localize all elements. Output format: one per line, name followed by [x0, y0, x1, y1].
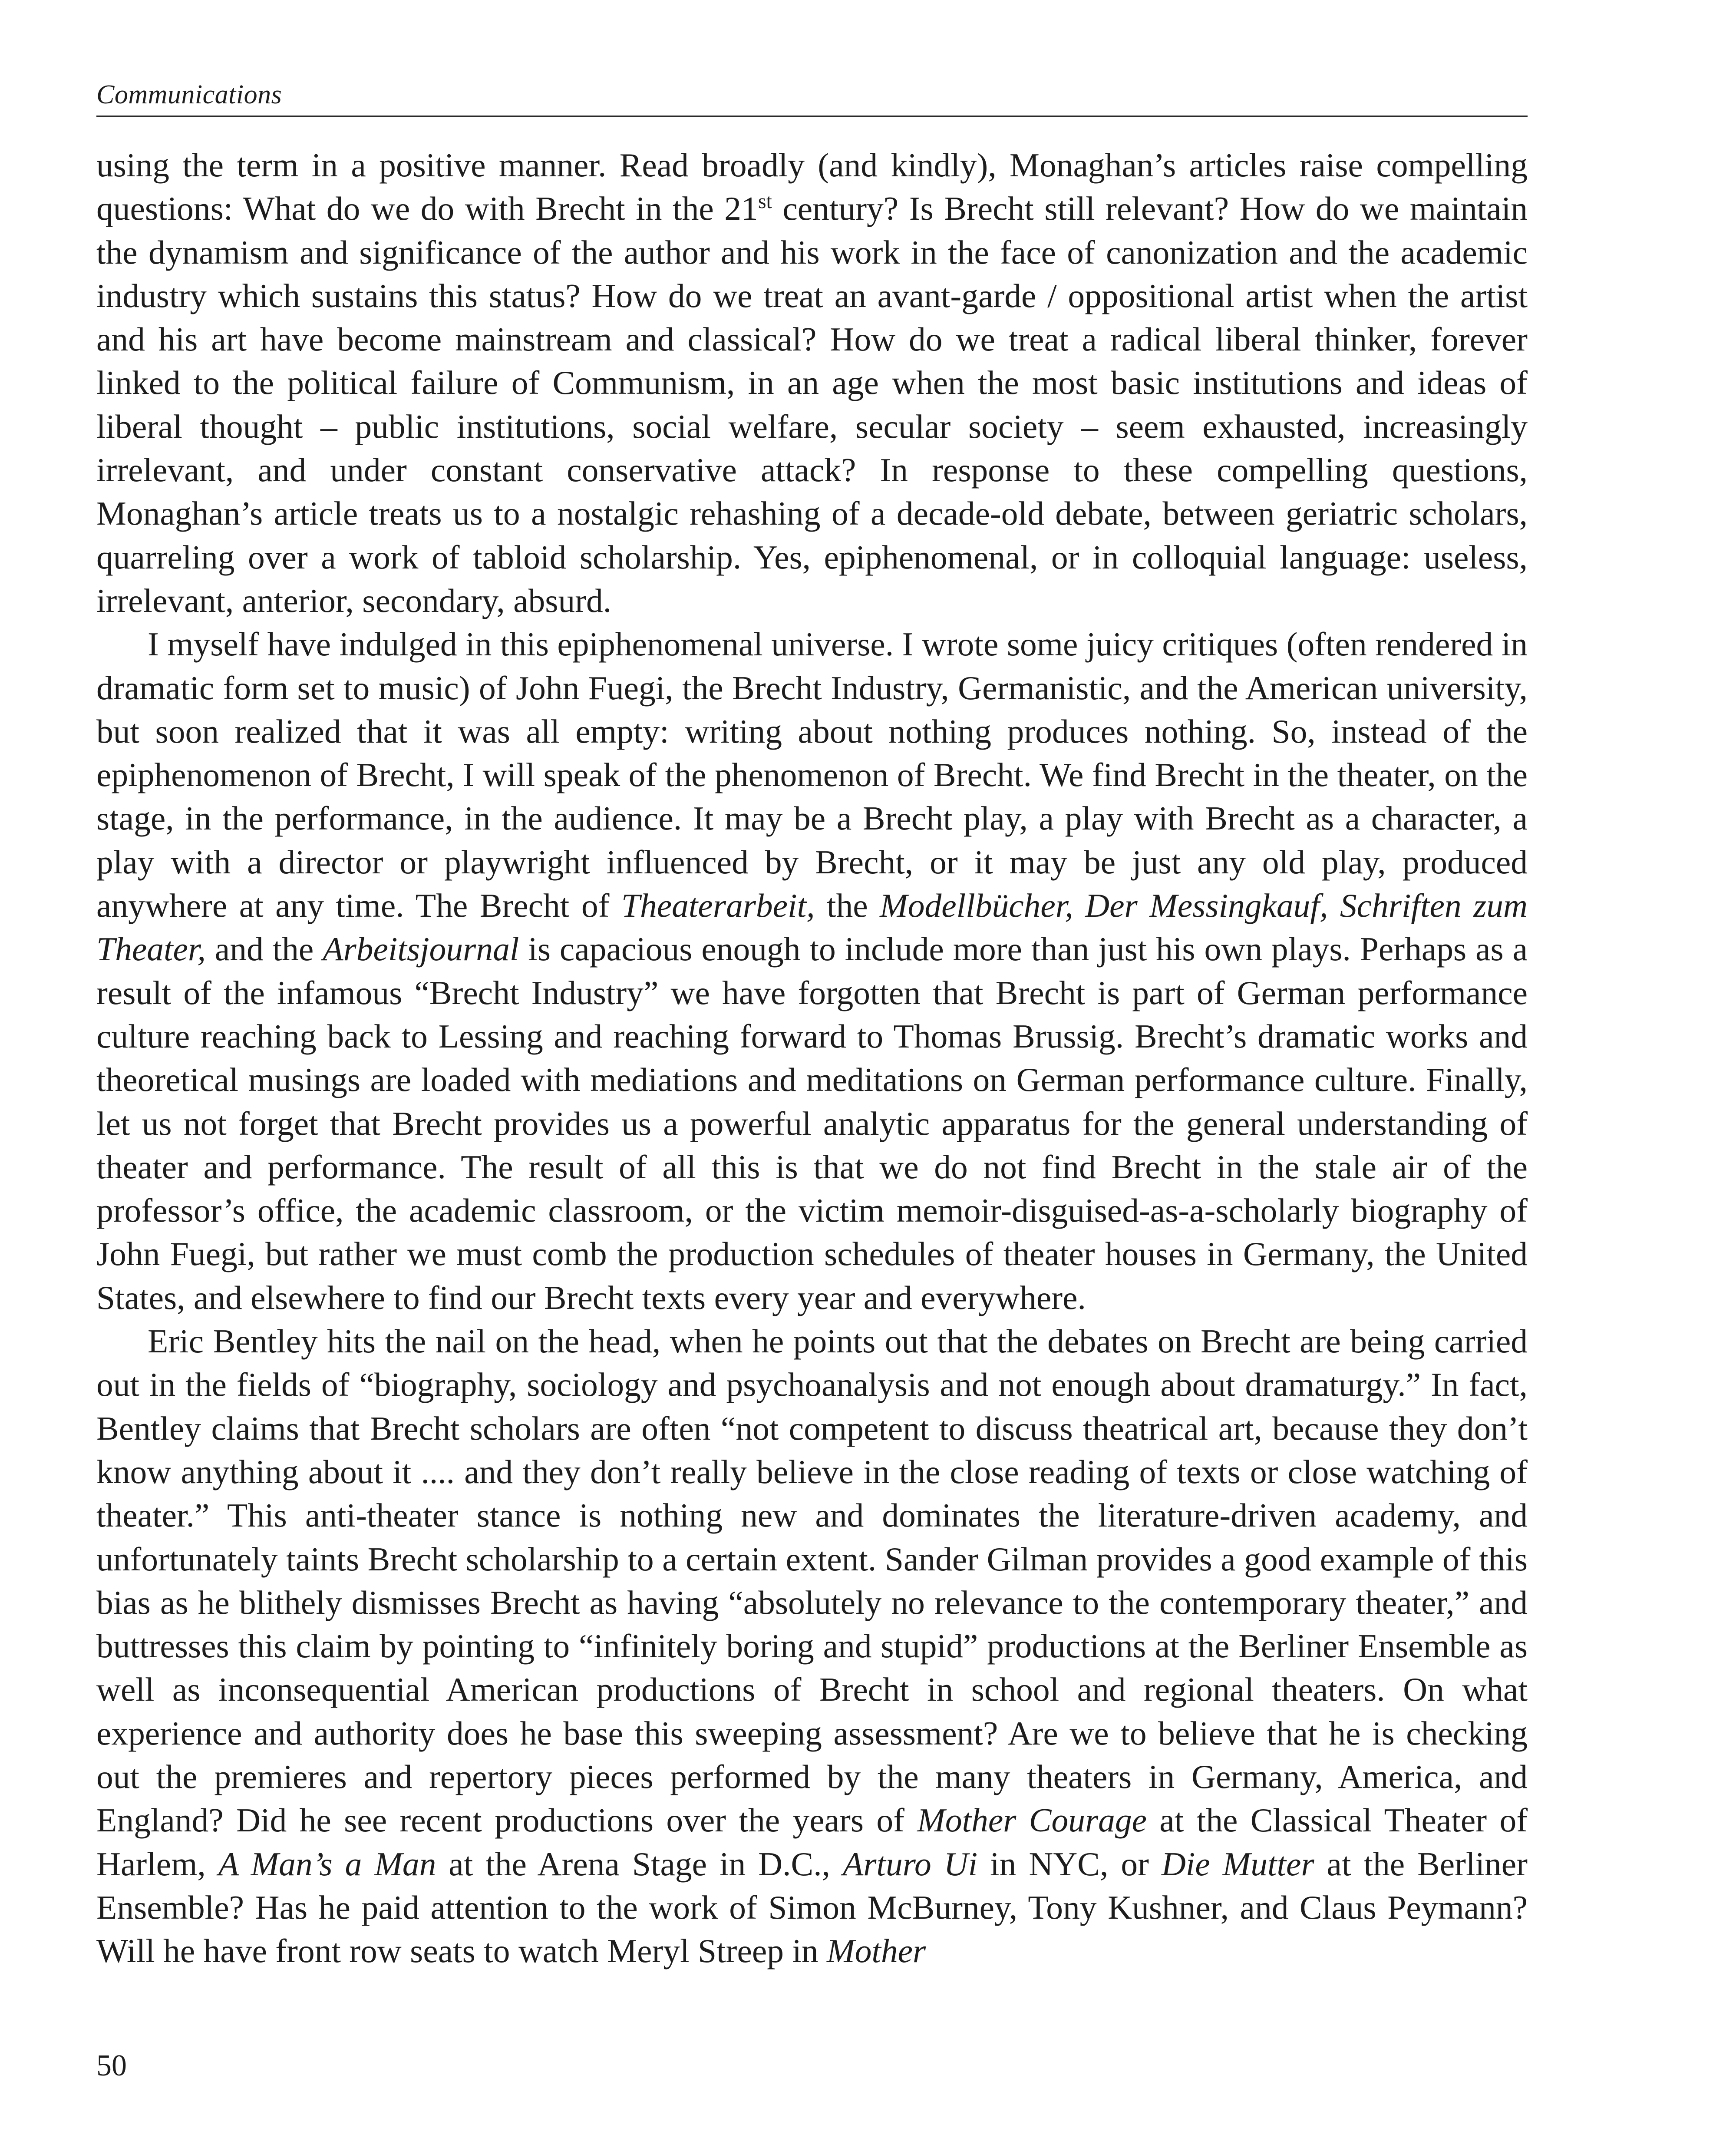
body-paragraph	[96, 143, 1528, 622]
italic-title: Mother Courage	[917, 1801, 1147, 1839]
italic-title: Arturo Ui	[842, 1845, 978, 1883]
body-paragraph	[96, 622, 1528, 1319]
text-run: Eric Bentley hits the nail on the head, when he points out that the debates on Brecht are being carried out in the fields of “biography, sociology and psychoanalysis and not enough about dramaturgy.” In fact, Bentley claims that Brecht scholars are often “not competent to discuss theatrical art, because they don’t know anything about it .... and they don’t really believe in the close reading of texts or close watching of theater.” This anti-theater stance is nothing new and dominates the literature-driven academy, and unfortunately taints Brecht scholarship to a certain extent. Sander Gilman provides a good example of this bias as he blithely dismisses Brecht as having “absolutely no relevance to the contemporary theater,” and buttresses this claim by pointing to “infinitely boring and stupid” productions at the Berliner Ensemble as well as inconsequential American productions of Brecht in school and regional theaters. On what experience and authority does he base this sweeping assessment? Are we to believe that he is checking out the premieres and repertory pieces performed by the many theaters in Germany, America, and England? Did he see recent productions over the years of	[96, 1322, 1528, 1839]
text-run: in NYC, or	[977, 1845, 1162, 1883]
text-run: is capacious enough to include more than just his own plays. Perhaps as a result of the infamous “Brecht Industry” we have forgotten that Brecht is part of German performance culture reaching back to Lessing and reaching forward to Thomas Brussig. Brecht’s dramatic works and theoretical musings are loaded with mediations and meditations on German performance culture. Finally, let us not forget that Brecht provides us a powerful analytic apparatus for the general understanding of theater and performance. The result of all this is that we do not find Brecht in the stale air of the professor’s office, the academic classroom, or the victim memoir-disguised-as-a-scholarly biography of John Fuegi, but rather we must comb the production schedules of theater houses in Germany, the United States, and elsewhere to find our Brecht texts every year and everywhere.	[96, 930, 1528, 1316]
page-number: 50	[96, 2049, 127, 2082]
italic-title: A Man’s a Man	[218, 1845, 436, 1883]
superscript: st	[758, 190, 772, 213]
text-run: using the term in a positive manner. Read broadly (and kindly), Monaghan’s articles raise compelling questions: What do we do with Brecht in the 21	[96, 146, 1528, 228]
text-run: century? Is Brecht still relevant? How do we maintain the dynamism and significance of the author and his work in the face of canonization and the academic industry which sustains this status? How do we treat an avant-garde / oppositional artist when the artist and his art have become mainstream and classical? How do we treat a radical liberal thinker, forever linked to the political failure of Communism, in an age when the most basic institutions and ideas of liberal thought – public institutions, social welfare, secular society – seem exhausted, increasingly irrelevant, and under constant conservative attack? In response to these compelling questions, Monaghan’s article treats us to a nostalgic rehashing of a decade-old debate, between geriatric scholars, quarreling over a work of tabloid scholarship. Yes, epiphenomenal, or in colloquial language: useless, irrelevant, anterior, secondary, absurd.	[96, 190, 1528, 619]
text-run: I myself have indulged in this epiphenomenal universe. I wrote some juicy critiques (often rendered in dramatic form set to music) of John Fuegi, the Brecht Industry, Germanistic, and the American university, but soon realized that it was all empty: writing about nothing produces nothing. So, instead of the epiphenomenon of Brecht, I will speak of the phenomenon of Brecht. We find Brecht in the theater, on the stage, in the performance, in the audience. It may be a Brecht play, a play with Brecht as a character, a play with a director or playwright influenced by Brecht, or it may be just any old play, produced anywhere at any time. The Brecht of	[96, 625, 1528, 925]
text-run: and the	[205, 930, 323, 968]
body-paragraph	[96, 1319, 1528, 1973]
text-run: at the Arena Stage in D.C.,	[436, 1845, 843, 1883]
header-rule	[96, 116, 1528, 117]
italic-title: Theaterarbeit,	[621, 887, 815, 925]
text-run: the	[815, 887, 880, 925]
italic-title: Modellbücher, Der Messingkauf, Schriften zum Theater,	[96, 887, 1528, 968]
italic-title: Die Mutter	[1161, 1845, 1314, 1883]
article-body	[96, 143, 1528, 1973]
running-head: Communications	[96, 80, 282, 109]
italic-title: Arbeitsjournal	[323, 930, 519, 968]
text-run: at the Classical Theater of Harlem,	[96, 1801, 1528, 1883]
text-run: at the Berliner Ensemble? Has he paid attention to the work of Simon McBurney, Tony Kushner, and Claus Peymann? Will he have front row seats to watch Meryl Streep in	[96, 1845, 1528, 1970]
italic-title: Mother	[827, 1932, 926, 1970]
